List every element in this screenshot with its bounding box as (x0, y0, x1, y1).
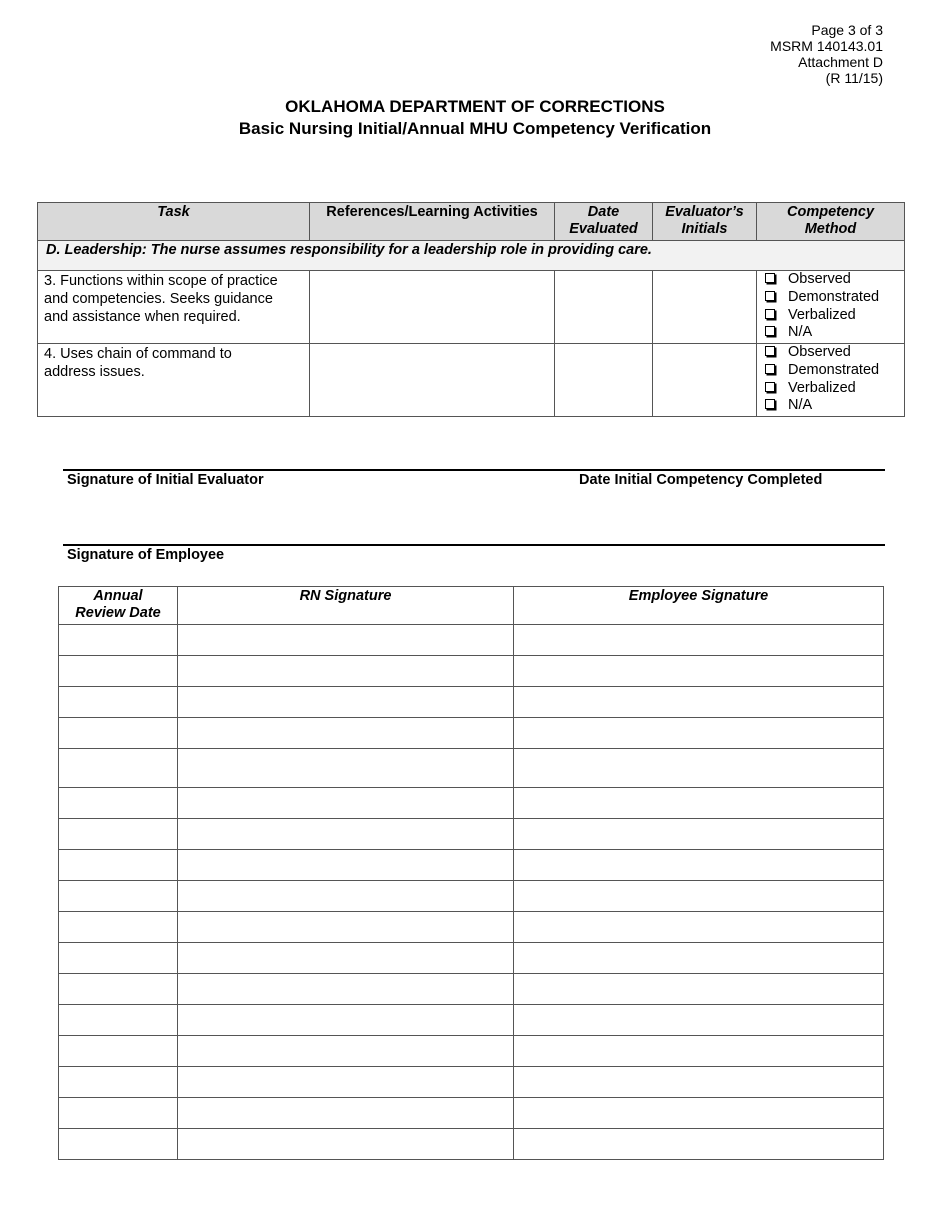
header-initials-line2: Initials (681, 221, 728, 237)
rn-signature-cell[interactable] (178, 1005, 514, 1036)
annual-review-row (59, 1129, 884, 1160)
header-date-evaluated (555, 203, 653, 241)
header-review-line1: Annual (93, 588, 143, 604)
section-heading-leadership: D. Leadership: The nurse assumes responsibility for a leadership role in providing care. (38, 241, 905, 271)
annual-review-row (59, 1005, 884, 1036)
employee-signature-cell[interactable] (514, 881, 884, 912)
method-na: N/A (765, 324, 904, 342)
rn-signature-cell[interactable] (178, 687, 514, 718)
rn-signature-cell[interactable] (178, 656, 514, 687)
review-date-cell[interactable] (59, 687, 178, 718)
employee-signature-cell[interactable] (514, 1036, 884, 1067)
method-demonstrated: Demonstrated (765, 362, 904, 380)
rn-signature-cell[interactable] (178, 1067, 514, 1098)
competency-method-cell (757, 271, 905, 344)
employee-signature-cell[interactable] (514, 625, 884, 656)
task-line: and assistance when required. (44, 309, 241, 325)
task-row (38, 271, 905, 344)
checkbox-icon[interactable] (765, 399, 775, 409)
rn-signature-cell[interactable] (178, 1098, 514, 1129)
revision-date: (R 11/15) (825, 70, 883, 86)
employee-signature-cell[interactable] (514, 656, 884, 687)
review-date-cell[interactable] (59, 1098, 178, 1129)
annual-review-row (59, 788, 884, 819)
method-na: N/A (765, 397, 904, 415)
references-cell[interactable] (310, 344, 555, 417)
annual-review-row (59, 912, 884, 943)
evaluator-initials-cell[interactable] (653, 344, 757, 417)
method-demonstrated: Demonstrated (765, 289, 904, 307)
review-date-cell[interactable] (59, 718, 178, 749)
annual-review-row (59, 943, 884, 974)
initial-evaluator-signature-label: Signature of Initial Evaluator (67, 472, 264, 488)
competency-header-row (38, 203, 905, 241)
header-date-evaluated-line2: Evaluated (569, 221, 638, 237)
rn-signature-cell[interactable] (178, 974, 514, 1005)
review-date-cell[interactable] (59, 1036, 178, 1067)
header-rn-signature: RN Signature (178, 587, 514, 625)
method-observed: Observed (765, 344, 904, 362)
rn-signature-cell[interactable] (178, 881, 514, 912)
employee-signature-cell[interactable] (514, 788, 884, 819)
review-date-cell[interactable] (59, 819, 178, 850)
review-date-cell[interactable] (59, 749, 178, 788)
attachment-label: Attachment D (798, 54, 883, 70)
annual-header-row (59, 587, 884, 625)
review-date-cell[interactable] (59, 881, 178, 912)
review-date-cell[interactable] (59, 974, 178, 1005)
annual-review-row (59, 819, 884, 850)
header-review-line2: Review Date (75, 605, 161, 621)
annual-review-row (59, 749, 884, 788)
rn-signature-cell[interactable] (178, 749, 514, 788)
task-row (38, 344, 905, 417)
rn-signature-cell[interactable] (178, 912, 514, 943)
review-date-cell[interactable] (59, 912, 178, 943)
header-task: Task (38, 203, 310, 241)
page-number: Page 3 of 3 (811, 22, 883, 38)
review-date-cell[interactable] (59, 850, 178, 881)
header-competency-method (757, 203, 905, 241)
evaluator-initials-cell[interactable] (653, 271, 757, 344)
checkbox-icon[interactable] (765, 309, 775, 319)
annual-review-row (59, 881, 884, 912)
annual-table-body (59, 625, 884, 1160)
header-annual-review-date (59, 587, 178, 625)
task-line: 3. Functions within scope of practice (44, 273, 278, 289)
annual-review-row (59, 656, 884, 687)
annual-review-row (59, 974, 884, 1005)
rn-signature-cell[interactable] (178, 819, 514, 850)
employee-signature-cell[interactable] (514, 718, 884, 749)
method-observed: Observed (765, 271, 904, 289)
annual-review-table (58, 586, 884, 1160)
employee-signature-cell[interactable] (514, 912, 884, 943)
annual-review-row (59, 687, 884, 718)
checkbox-icon[interactable] (765, 346, 775, 356)
task-line: 4. Uses chain of command to (44, 346, 232, 362)
rn-signature-cell[interactable] (178, 1036, 514, 1067)
checkbox-icon[interactable] (765, 291, 775, 301)
rn-signature-cell[interactable] (178, 625, 514, 656)
header-initials-line1: Evaluator’s (665, 204, 744, 220)
title-form-name: Basic Nursing Initial/Annual MHU Competency Verification (238, 119, 712, 138)
annual-review-row (59, 1098, 884, 1129)
task-line: address issues. (44, 364, 145, 380)
annual-review-row (59, 625, 884, 656)
checkbox-icon[interactable] (765, 273, 775, 283)
rn-signature-cell[interactable] (178, 850, 514, 881)
employee-signature-cell[interactable] (514, 943, 884, 974)
rn-signature-cell[interactable] (178, 788, 514, 819)
employee-signature-cell[interactable] (514, 749, 884, 788)
employee-signature-cell[interactable] (514, 1098, 884, 1129)
task-description (38, 344, 310, 417)
review-date-cell[interactable] (59, 625, 178, 656)
header-employee-signature: Employee Signature (514, 587, 884, 625)
employee-signature-cell[interactable] (514, 819, 884, 850)
annual-review-row (59, 1067, 884, 1098)
header-evaluator-initials (653, 203, 757, 241)
annual-review-row (59, 1036, 884, 1067)
employee-signature-cell[interactable] (514, 687, 884, 718)
review-date-cell[interactable] (59, 943, 178, 974)
review-date-cell[interactable] (59, 1067, 178, 1098)
date-evaluated-cell[interactable] (555, 271, 653, 344)
annual-review-row (59, 850, 884, 881)
review-date-cell[interactable] (59, 656, 178, 687)
competency-table (37, 202, 905, 417)
title-department: OKLAHOMA DEPARTMENT OF CORRECTIONS (285, 97, 665, 116)
review-date-cell[interactable] (59, 788, 178, 819)
annual-review-row (59, 718, 884, 749)
date-evaluated-cell[interactable] (555, 344, 653, 417)
rn-signature-cell[interactable] (178, 943, 514, 974)
header-date-evaluated-line1: Date (587, 204, 620, 220)
method-verbalized: Verbalized (765, 380, 904, 398)
employee-signature-cell[interactable] (514, 1005, 884, 1036)
date-completed-label: Date Initial Competency Completed (579, 472, 823, 488)
section-heading-row (38, 241, 905, 271)
header-method-line1: Competency (786, 204, 875, 220)
employee-signature-cell[interactable] (514, 1067, 884, 1098)
review-date-cell[interactable] (59, 1129, 178, 1160)
rn-signature-cell[interactable] (178, 718, 514, 749)
checkbox-icon[interactable] (765, 382, 775, 392)
employee-signature-cell[interactable] (514, 974, 884, 1005)
header-method-line2: Method (804, 221, 857, 237)
employee-signature-cell[interactable] (514, 850, 884, 881)
employee-signature-label: Signature of Employee (67, 547, 225, 563)
competency-method-cell (757, 344, 905, 417)
employee-signature-cell[interactable] (514, 1129, 884, 1160)
checkbox-icon[interactable] (765, 326, 775, 336)
document-header-meta (770, 22, 883, 86)
employee-signature-line[interactable] (63, 544, 885, 546)
task-line: and competencies. Seeks guidance (44, 291, 273, 307)
rn-signature-cell[interactable] (178, 1129, 514, 1160)
checkbox-icon[interactable] (765, 364, 775, 374)
review-date-cell[interactable] (59, 1005, 178, 1036)
document-title (0, 96, 950, 140)
method-verbalized: Verbalized (765, 307, 904, 325)
task-description (38, 271, 310, 344)
header-references: References/Learning Activities (310, 203, 555, 241)
initial-evaluator-signature-line[interactable] (63, 469, 885, 471)
policy-number: MSRM 140143.01 (770, 38, 883, 54)
references-cell[interactable] (310, 271, 555, 344)
